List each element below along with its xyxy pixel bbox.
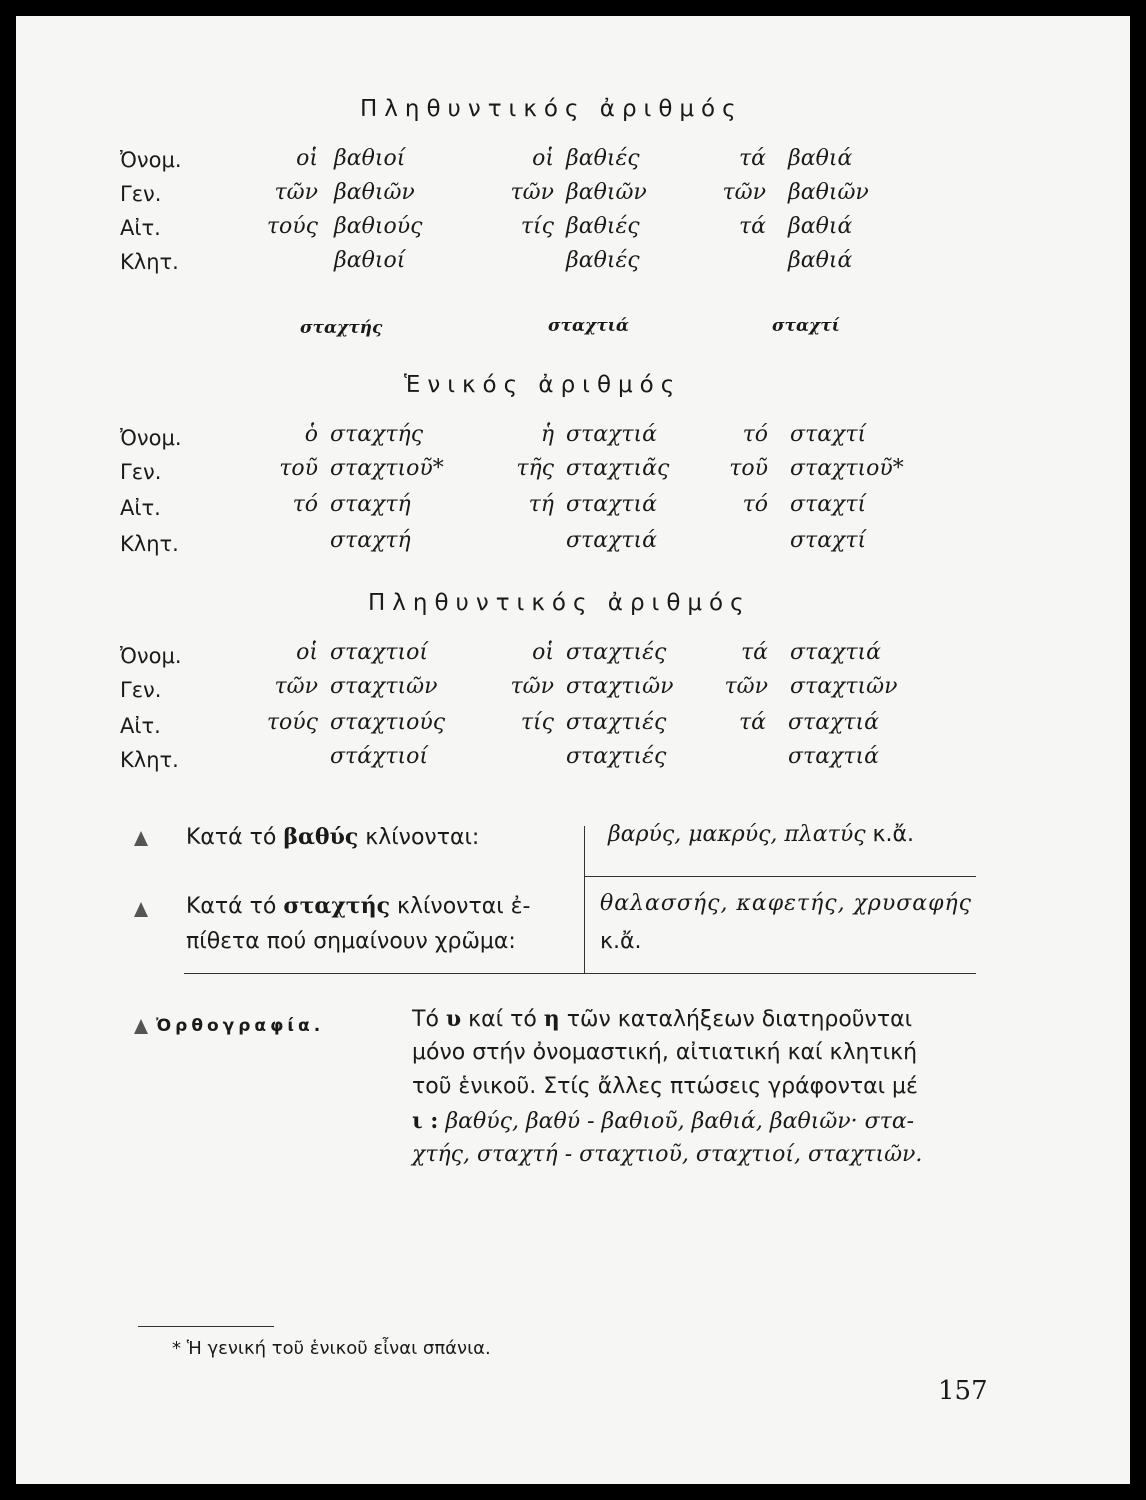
form: βαθιοί — [334, 146, 406, 171]
case-label: Αἰτ. — [120, 714, 161, 738]
page — [16, 16, 1130, 1484]
article: τοῦ — [729, 456, 768, 481]
form: βαθιοί — [334, 248, 406, 273]
lemma-masculine: σταχτής — [300, 318, 383, 338]
article: οἱ — [296, 146, 318, 171]
article: τό — [742, 422, 768, 447]
examples: βαθύς, βαθύ - βαθιοῦ, βαθιά, βαθιῶν· στα- — [445, 1109, 915, 1134]
form: σταχτή — [330, 528, 411, 553]
form: βαθιούς — [334, 214, 423, 239]
note-bathys-examples — [608, 822, 914, 847]
heading-plural-bathys: Πληθυντικός ἀριθμός — [360, 96, 743, 122]
article: τῶν — [724, 674, 768, 699]
examples: βαρύς, μακρύς, πλατύς — [608, 822, 866, 847]
form: σταχτιά — [788, 744, 880, 769]
note-staxtis-line2: πίθετα πού σημαίνουν χρῶμα: — [186, 929, 516, 954]
form: σταχτιῶν — [790, 674, 898, 699]
heading-singular-staxtis: Ἑνικός ἀριθμός — [404, 372, 682, 398]
article: τοῦ — [279, 456, 318, 481]
note-text: κλίνονται ἐ- — [397, 894, 531, 919]
form: σταχτιοῦ* — [790, 456, 904, 481]
note-bathys — [186, 824, 479, 850]
form: σταχτή — [330, 492, 411, 517]
case-label: Αἰτ. — [120, 496, 161, 520]
form: βαθιές — [566, 146, 640, 171]
form: σταχτιοί — [330, 640, 429, 665]
case-label: Κλητ. — [120, 250, 179, 274]
letter-eta: η — [543, 1006, 560, 1032]
footnote-rule — [138, 1326, 274, 1327]
orthography-line5: χτής, σταχτή - σταχτιοῦ, σταχτιοί, σταχτιῶν. — [412, 1142, 923, 1167]
article: τίς — [520, 214, 554, 239]
article: τά — [738, 214, 766, 239]
form: βαθιές — [566, 248, 640, 273]
form: σταχτιᾶς — [566, 456, 670, 481]
article: οἱ — [532, 146, 554, 171]
article: οἱ — [532, 640, 554, 665]
abbrev: κ.ἄ. — [600, 929, 642, 954]
note-staxtis-line1 — [186, 893, 530, 919]
article: τῶν — [510, 674, 554, 699]
table-bottom-rule — [184, 973, 976, 974]
orthography-line3: τοῦ ἑνικοῦ. Στίς ἄλλες πτώσεις γράφονται μέ — [412, 1074, 918, 1099]
article: τούς — [266, 214, 318, 239]
text: τῶν καταλήξεων διατηροῦνται — [566, 1007, 913, 1032]
note-text: κλίνονται: — [365, 825, 480, 850]
form: σταχτιές — [566, 710, 667, 735]
note-keyword: βαθύς — [283, 824, 359, 850]
article: τῶν — [722, 180, 766, 205]
note-text: Κατά τό — [186, 894, 277, 919]
orthography-line4 — [412, 1108, 914, 1134]
orthography-line1 — [412, 1006, 912, 1032]
article: τούς — [266, 710, 318, 735]
footnote: * Ἡ γενική τοῦ ἑνικοῦ εἶναι σπάνια. — [172, 1338, 491, 1359]
article: τῶν — [274, 180, 318, 205]
table-divider-horizontal — [584, 876, 976, 877]
form: σταχτιά — [566, 492, 658, 517]
article: ὁ — [304, 422, 318, 447]
note-keyword: σταχτής — [283, 893, 390, 919]
heading-plural-staxtis: Πληθυντικός ἀριθμός — [368, 590, 751, 616]
case-label: Ὀνομ. — [120, 644, 182, 668]
table-divider-vertical — [584, 826, 585, 974]
form: σταχτιά — [566, 422, 658, 447]
form: σταχτί — [790, 492, 867, 517]
article: τά — [738, 146, 766, 171]
article: ἡ — [540, 422, 554, 447]
text: καί τό — [468, 1007, 537, 1032]
form: βαθιῶν — [788, 180, 869, 205]
article: τά — [740, 640, 768, 665]
lemma-neuter: σταχτί — [772, 316, 840, 336]
letter-upsilon: υ — [445, 1006, 462, 1032]
form: στάχτιοί — [330, 744, 429, 769]
form: σταχτιά — [566, 528, 658, 553]
case-label: Ὀνομ. — [120, 148, 182, 172]
article: τῶν — [274, 674, 318, 699]
triangle-bullet-icon — [134, 902, 148, 917]
orthography-label: Ὀρθογραφία. — [156, 1016, 325, 1036]
form: σταχτιῶν — [330, 674, 438, 699]
lemma-feminine: σταχτιά — [548, 316, 629, 336]
form: σταχτιά — [788, 710, 880, 735]
form: βαθιά — [788, 214, 853, 239]
case-label: Κλητ. — [120, 532, 179, 556]
case-label: Γεν. — [120, 460, 162, 484]
form: βαθιά — [788, 248, 853, 273]
article: οἱ — [296, 640, 318, 665]
form: σταχτί — [790, 528, 867, 553]
abbrev: κ.ἄ. — [872, 822, 914, 847]
form: σταχτής — [330, 422, 424, 447]
form: βαθιῶν — [566, 180, 647, 205]
orthography-line2: μόνο στήν ὀνομαστική, αἰτιατική καί κλητική — [412, 1040, 918, 1065]
form: βαθιές — [566, 214, 640, 239]
case-label: Κλητ. — [120, 748, 179, 772]
article: τό — [742, 492, 768, 517]
letter-iota: ι : — [412, 1108, 439, 1134]
article: τά — [738, 710, 766, 735]
form: σταχτιούς — [330, 710, 446, 735]
article: τῶν — [510, 180, 554, 205]
triangle-bullet-icon — [134, 1019, 148, 1034]
note-text: Κατά τό — [186, 825, 277, 850]
case-label: Γεν. — [120, 678, 162, 702]
note-staxtis-examples: θαλασσής, καφετής, χρυσαφής — [600, 891, 972, 916]
text: Τό — [412, 1007, 439, 1032]
article: τῆς — [516, 456, 554, 481]
form: σταχτιές — [566, 744, 667, 769]
article: τό — [292, 492, 318, 517]
form: βαθιά — [788, 146, 853, 171]
article: τίς — [520, 710, 554, 735]
case-label: Γεν. — [120, 182, 162, 206]
page-number: 157 — [938, 1376, 988, 1406]
form: σταχτιές — [566, 640, 667, 665]
form: σταχτιῶν — [566, 674, 674, 699]
case-label: Ὀνομ. — [120, 426, 182, 450]
case-label: Αἰτ. — [120, 216, 161, 240]
form: σταχτιοῦ* — [330, 456, 444, 481]
article: τή — [528, 492, 554, 517]
form: σταχτί — [790, 422, 867, 447]
form: σταχτιά — [790, 640, 882, 665]
form: βαθιῶν — [334, 180, 415, 205]
triangle-bullet-icon — [134, 831, 148, 846]
